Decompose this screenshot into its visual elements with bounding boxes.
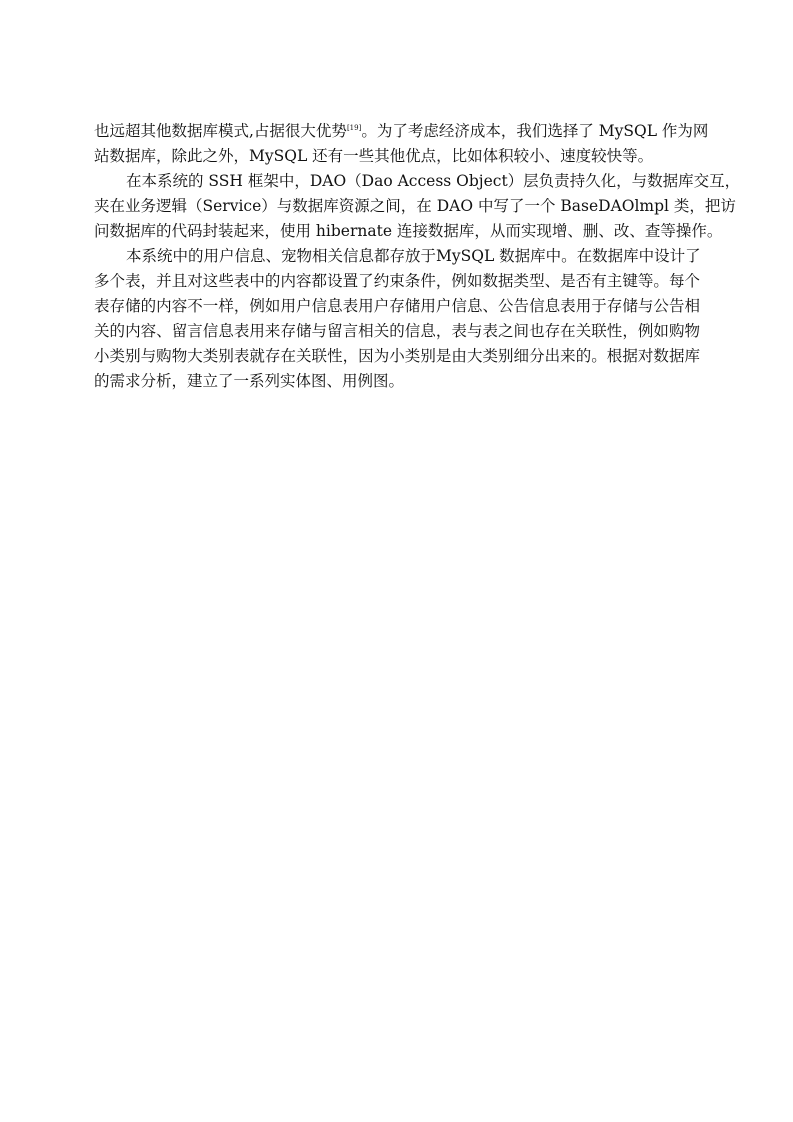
text-line: 小类别与购物大类别表就存在关联性，因为小类别是由大类别细分出来的。根据对数据库	[94, 347, 700, 365]
text-line: 本系统中的用户信息、宠物相关信息都存放于MySQL 数据库中。在数据库中设计了	[126, 247, 701, 265]
text-line: 的需求分析，建立了一系列实体图、用例图。	[94, 372, 405, 390]
text-line: 问数据库的代码封装起来，使用 hibernate 连接数据库，从而实现增、删、改、查等操作。	[94, 222, 723, 240]
text-line: 关的内容、留言信息表用来存储与留言相关的信息，表与表之间也存在关联性，例如购物	[94, 322, 700, 340]
text-line: 表存储的内容不一样，例如用户信息表用户存储用户信息、公告信息表用于存储与公告相	[94, 297, 700, 315]
text-line: 站数据库，除此之外，MySQL 还有一些其他优点，比如体积较小、速度较快等。	[94, 147, 654, 165]
text-fragment: 也远超其他数据库模式,占据很大优势	[94, 122, 347, 140]
text-line	[94, 119, 709, 144]
body-text	[94, 119, 741, 394]
text-line: 夹在业务逻辑（Service）与数据库资源之间，在 DAO 中写了一个 BaseDAOlmpl 类，把访	[94, 197, 736, 215]
text-line: 多个表，并且对这些表中的内容都设置了约束条件，例如数据类型、是否有主键等。每个	[94, 272, 700, 290]
citation-marker: [19]	[346, 124, 362, 132]
text-fragment: 。为了考虑经济成本，我们选择了 MySQL 作为网	[361, 122, 709, 140]
text-line: 在本系统的 SSH 框架中，DAO（Dao Access Object）层负责持久化，与数据库交互，	[126, 172, 741, 190]
